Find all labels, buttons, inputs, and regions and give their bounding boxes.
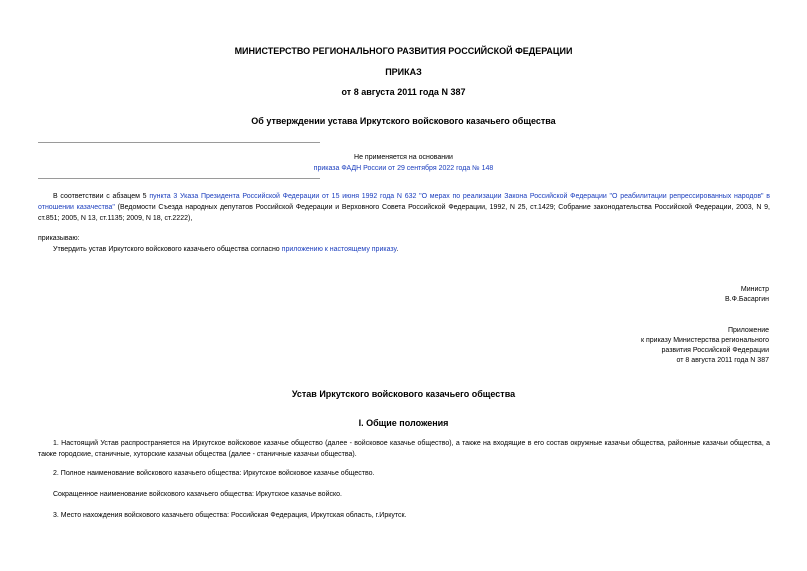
preamble-paragraph: В соответствии с абзацем 5 пункта 3 Указа Президента Российской Федерации от 15 июня 1992 года N 632 "О мерах по реализации Закона Российской Федерации "О реабилитации репрессированных народов" в отношении казачества" (Ведомости Съезда народных депутатов Российской Федерации и Верховного Совета Российской Федерации, 1992, N 25, ст.1429; Собрание законодательства Российской Федерации, 2003, N 9, ст.851; 2005, N 13, ст.1135; 2009, N 18, ст.2222),: [38, 193, 770, 222]
appendix-line-1: к приказу Министерства регионального: [640, 337, 769, 344]
appendix-label: Приложение: [727, 327, 769, 334]
charter-paragraph-4: 3. Место нахождения войскового казачьего общества: Российская Федерация, Иркутская область, г.Иркутск.: [53, 512, 407, 519]
appendix-line-2: развития Российской Федерации: [661, 347, 769, 354]
ministry-heading: МИНИСТЕРСТВО РЕГИОНАЛЬНОГО РАЗВИТИЯ РОССИЙСКОЙ ФЕДЕРАЦИИ: [234, 46, 573, 56]
notice-link[interactable]: приказа ФАДН России от 29 сентября 2022 года № 148: [313, 165, 494, 172]
appendix-block: [469, 326, 769, 366]
notice-text: Не применяется на основании: [354, 154, 453, 161]
signature-position: Министр: [740, 286, 769, 293]
order-word: приказываю:: [38, 235, 80, 242]
section-heading: I. Общие положения: [358, 418, 449, 428]
charter-paragraph-3: Сокращенное наименование войскового казачьего общества: Иркутское казачье войско.: [53, 491, 342, 498]
doc-date-number: от 8 августа 2011 года N 387: [341, 87, 466, 97]
doc-title: Об утверждении устава Иркутского войскового казачьего общества: [251, 116, 556, 126]
order-paragraph: Утвердить устав Иркутского войскового казачьего общества согласно приложению к настоящему приказу.: [53, 246, 399, 253]
appendix-line-3: от 8 августа 2011 года N 387: [676, 357, 769, 364]
signature-name: В.Ф.Басаргин: [725, 296, 769, 303]
charter-paragraph-2: 2. Полное наименование войскового казачьего общества: Иркутское войсковое казачье общество.: [53, 470, 375, 477]
charter-title: Устав Иркутского войскового казачьего общества: [291, 389, 516, 399]
separator-bottom: [38, 178, 320, 179]
signature-block: [469, 285, 769, 305]
separator-top: [38, 142, 320, 143]
appendix-link[interactable]: приложению к настоящему приказу: [281, 246, 397, 253]
decree-link[interactable]: пункта 3 Указа Президента Российской Федерации от 15 июня 1992 года N 632 "О мерах по реализации Закона Российской Федерации "О реабилитации репрессированных народов" в отношении казачества": [38, 193, 770, 211]
charter-paragraph-1: 1. Настоящий Устав распространяется на Иркутское войсковое казачье общество (далее - войсковое казачье общество), а также на входящие в его состав окружные казачьи общества, районные казачьи общества, а также городские, станичные, хуторские казачьи общества (далее - станичные казачьи общества).: [38, 440, 770, 458]
notice-block: [250, 152, 557, 174]
doc-type-heading: ПРИКАЗ: [385, 67, 422, 77]
